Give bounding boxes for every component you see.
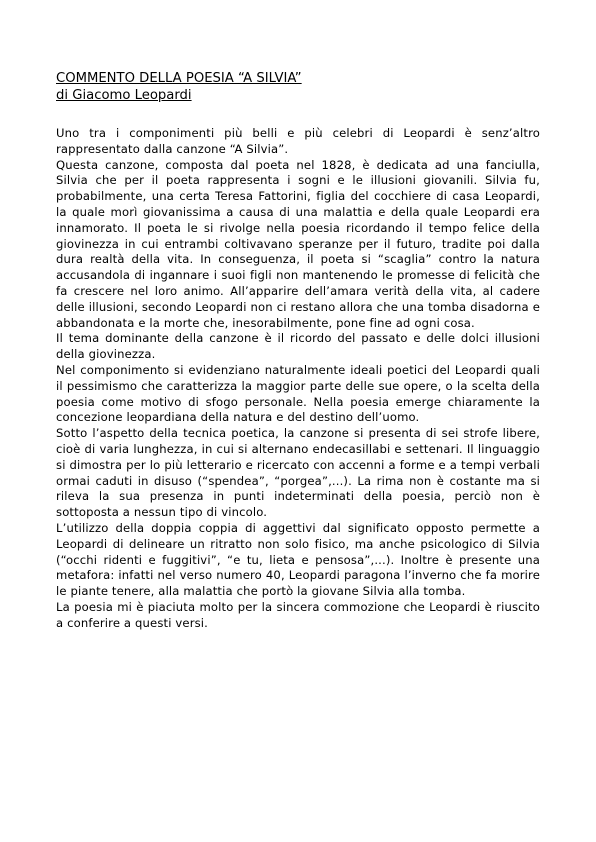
document-body (56, 126, 540, 632)
title-block (56, 70, 540, 104)
paragraph-ideals: Nel componimento si evidenziano naturalmente ideali poetici del Leopardi quali il pessimismo che caratterizza la maggior parte delle sue opere, o la scelta della poesia come motivo di sfogo personale. Nella poesia emerge chiaramente la concezione leopardiana della natura e del destino dell’uomo. (56, 362, 540, 425)
paragraph-context: Questa canzone, composta dal poeta nel 1828, è dedicata ad una fanciulla, Silvia che per il poeta rappresenta i sogni e le illusioni giovanili. Silvia fu, probabilmente, una certa Teresa Fattorini, figlia del cocchiere di casa Leopardi, la quale morì giovanissima a causa di una malattia e della quale Leopardi era innamorato. Il poeta le si rivolge nella poesia ricordando il tempo felice della giovinezza in cui entrambi coltivavano speranze per il futuro, tradite poi dalla dura realtà della vita. In conseguenza, il poeta si “scaglia” contro la natura accusandola di ingannare i suoi figli non mantenendo le promesse di felicità che fa crescere nel loro animo. All’apparire dell’amara verità della vita, al cadere delle illusioni, secondo Leopardi non ci restano allora che una tomba disadorna e abbandonata e la morte che, inesorabilmente, pone fine ad ogni cosa. (56, 157, 540, 330)
document-subtitle: di Giacomo Leopardi (56, 88, 192, 103)
document-page (56, 70, 540, 632)
paragraph-theme: Il tema dominante della canzone è il ricordo del passato e delle dolci illusioni della giovinezza. (56, 331, 540, 362)
paragraph-conclusion: La poesia mi è piaciuta molto per la sincera commozione che Leopardi è riuscito a conferire a questi versi. (56, 599, 540, 630)
paragraph-intro: Uno tra i componimenti più belli e più celebri di Leopardi è senz’altro rappresentato dalla canzone “A Silvia”. (56, 126, 540, 156)
paragraph-technique: Sotto l’aspetto della tecnica poetica, la canzone si presenta di sei strofe libere, cioè di varia lunghezza, in cui si alternano endecasillabi e settenari. Il linguaggio si dimostra per lo più letterario e ricercato con accenni a forme e a tempi verbali ormai caduti in disuso (“spendea”, “porgea”,...). La rima non è costante ma si rileva la sua presenza in punti indeterminati della poesia, perciò non è sottoposta a nessun tipo di vincolo. (56, 426, 540, 520)
paragraph-adjectives: L’utilizzo della doppia coppia di aggettivi dal significato opposto permette a Leopardi di delineare un ritratto non solo fisico, ma anche psicologico di Silvia (“occhi ridenti e fuggitivi”, “e tu, lieta e pensosa”,...). Inoltre è presente una metafora: infatti nel verso numero 40, Leopardi paragona l’inverno che fa morire le piante tenere, alla malattia che portò la giovane Silvia alla tomba. (56, 520, 540, 599)
document-title: COMMENTO DELLA POESIA “A SILVIA” (56, 71, 302, 86)
